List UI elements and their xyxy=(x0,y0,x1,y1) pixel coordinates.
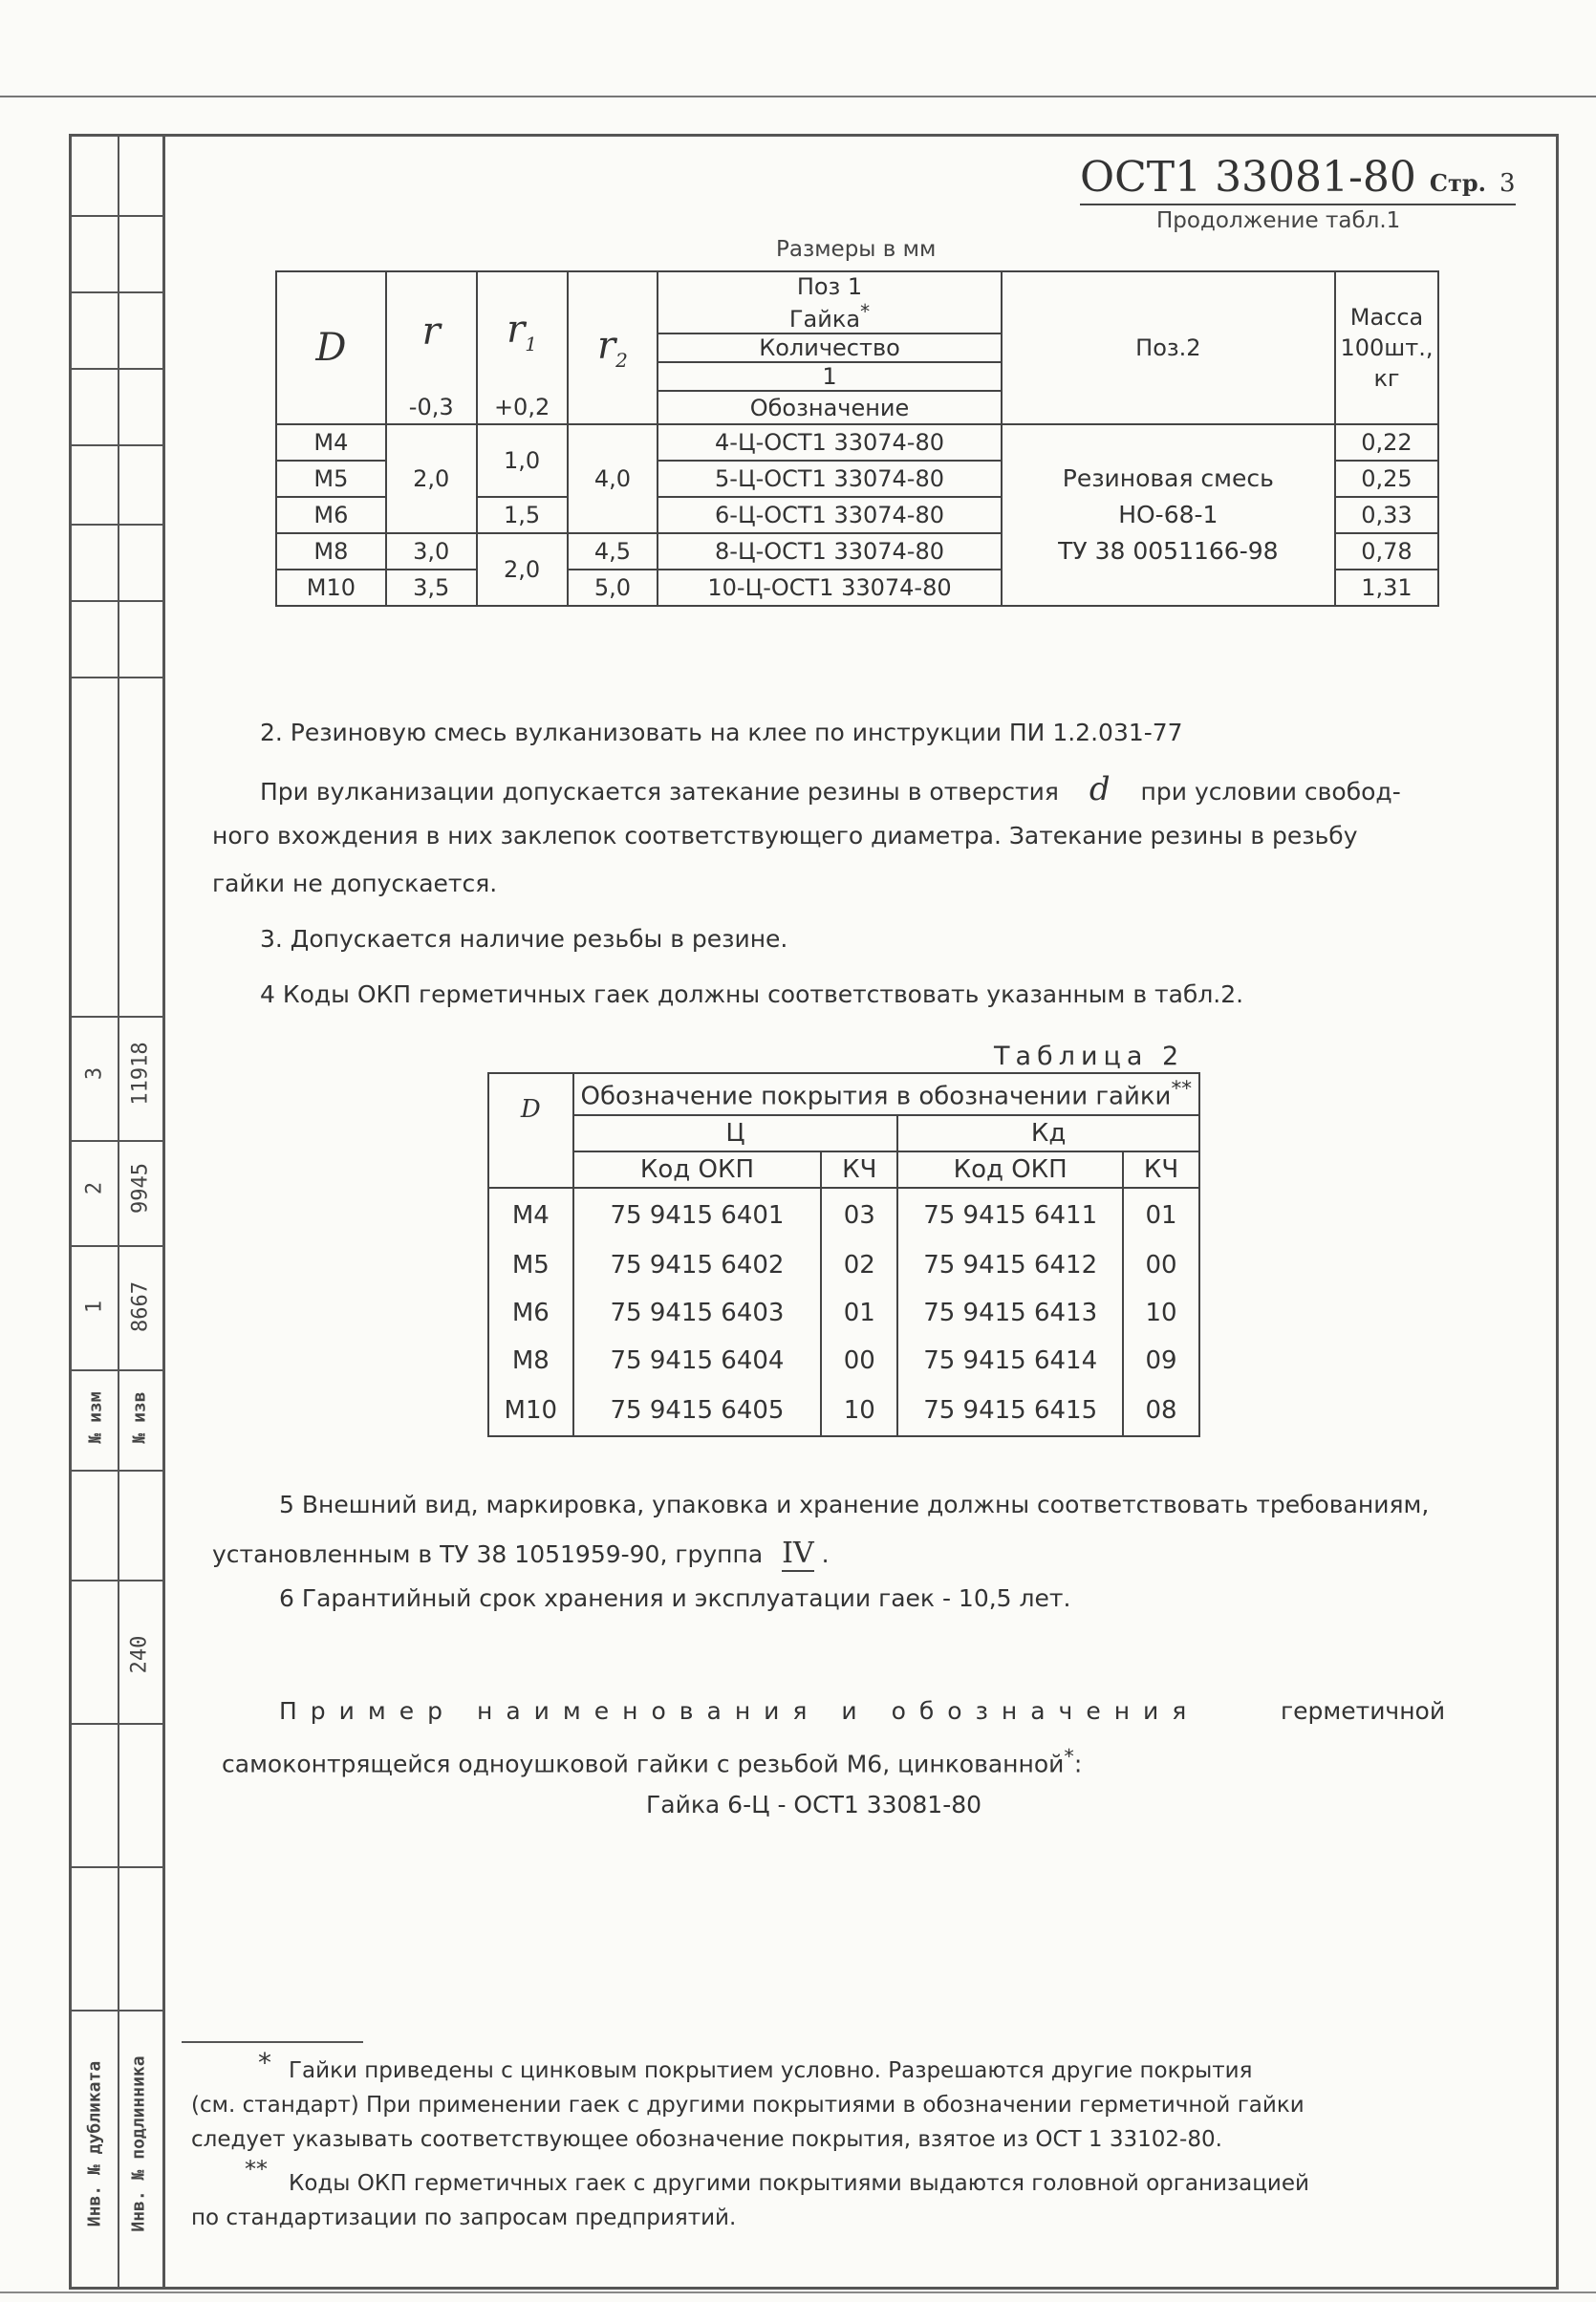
okp-header: Код ОКП xyxy=(897,1151,1123,1188)
mass-cell: 1,31 xyxy=(1335,570,1438,606)
kch-header: КЧ xyxy=(821,1151,897,1188)
page-number: 3 xyxy=(1499,169,1516,198)
r2-cell: 5,0 xyxy=(568,570,658,606)
example-line1-end: герметичной xyxy=(1281,1697,1446,1725)
r1-cell: 1,0 xyxy=(477,424,568,497)
pos2-cell: Резиновая смесь НО-68-1 ТУ 38 0051166-98 xyxy=(1002,424,1335,606)
desig-cell: 10-Ц-ОСТ1 33074-80 xyxy=(658,570,1001,606)
mass-cell: 0,25 xyxy=(1335,461,1438,497)
footnote1-line2: (см. стандарт) При применении гаек с другими покрытиями в обозначении герметичной гайки xyxy=(191,2093,1305,2118)
para2-line2: При вулканизации допускается затекание резины в отверстия d при условии свобод- xyxy=(260,770,1401,808)
table-row: M4 75 9415 6401 03 75 9415 6411 01 xyxy=(488,1188,1199,1241)
table-row: M6 75 9415 6403 01 75 9415 6413 10 xyxy=(488,1289,1199,1337)
c-header: Ц xyxy=(573,1115,898,1151)
col-D: D xyxy=(488,1073,573,1188)
footnote-rule xyxy=(182,2041,363,2043)
example-line2: самоконтрящейся одноушковой гайки с резьбой М6, цинкованной*: xyxy=(222,1745,1083,1778)
para2-line1: 2. Резиновую смесь вулканизовать на клее по инструкции ПИ 1.2.031-77 xyxy=(260,719,1183,746)
footnote1-line1: Гайки приведены с цинковым покрытием условно. Разрешаются другие покрытия xyxy=(289,2058,1253,2083)
bottom-rule xyxy=(0,2291,1596,2293)
pos2-header: Поз.2 xyxy=(1002,271,1335,424)
col-r: r xyxy=(386,271,477,391)
table-row: M8 75 9415 6404 00 75 9415 6414 09 xyxy=(488,1337,1199,1385)
d-cell: M4 xyxy=(276,424,386,461)
izv-value: 8667 xyxy=(128,1281,153,1332)
footnote1-line3: следует указывать соответствующее обозначение покрытия, взятое из ОСТ 1 33102-80. xyxy=(191,2127,1222,2152)
para2-line3: ного вхождения в них заклепок соответствующего диаметра. Затекание резины в резьбу xyxy=(212,822,1358,850)
dims-note: Размеры в мм xyxy=(776,237,937,262)
original-label: Инв. № подлинника xyxy=(128,2055,149,2232)
page-label: Стр. xyxy=(1429,169,1487,197)
example-designation: Гайка 6-Ц - ОСТ1 33081-80 xyxy=(646,1791,982,1818)
column-divider xyxy=(118,137,119,2287)
footnote2-line1: Коды ОКП герметичных гаек с другими покрытиями выдаются головной организацией xyxy=(289,2171,1309,2196)
top-rule xyxy=(0,96,1596,97)
izv-label: № изв xyxy=(129,1391,150,1444)
izm-value: 2 xyxy=(82,1181,107,1195)
okp-header: Код ОКП xyxy=(573,1151,822,1188)
kd-header: Кд xyxy=(897,1115,1199,1151)
izm-value: 1 xyxy=(82,1300,107,1314)
para3: 3. Допускается наличие резьбы в резине. xyxy=(260,925,788,953)
izv-value: 9945 xyxy=(128,1163,153,1214)
d-cell: M6 xyxy=(276,497,386,533)
r-cell: 3,0 xyxy=(386,533,477,570)
r-cell: 3,5 xyxy=(386,570,477,606)
para5-line2: установленным в ТУ 38 1051959-90, группа IV . xyxy=(212,1537,830,1570)
coating-header: Обозначение покрытия в обозначении гайки** xyxy=(573,1073,1199,1115)
pos1-header: Поз 1 Гайка* xyxy=(658,271,1001,333)
table2-caption: Таблица 2 xyxy=(994,1042,1185,1071)
tol-r1: +0,2 xyxy=(477,391,568,424)
tol-r: -0,3 xyxy=(386,391,477,424)
continuation-note: Продолжение табл.1 xyxy=(1156,208,1401,233)
col-r1: $r_1$ xyxy=(477,271,568,391)
qty-header: Количество xyxy=(658,333,1001,362)
d-cell: M5 xyxy=(276,461,386,497)
mass-cell: 0,33 xyxy=(1335,497,1438,533)
para4: 4 Коды ОКП герметичных гаек должны соответствовать указанным в табл.2. xyxy=(260,980,1244,1008)
r1-cell: 2,0 xyxy=(477,533,568,606)
desig-cell: 5-Ц-ОСТ1 33074-80 xyxy=(658,461,1001,497)
example-line1: Пример наименования и обозначения xyxy=(279,1697,1200,1725)
r2-cell: 4,5 xyxy=(568,533,658,570)
kch-header: КЧ xyxy=(1123,1151,1199,1188)
footnote2-mark: ** xyxy=(245,2156,268,2183)
col-r2: $r_2$ xyxy=(568,271,658,424)
sheet-number: 240 xyxy=(127,1635,152,1674)
izm-value: 3 xyxy=(82,1066,107,1081)
mass-cell: 0,22 xyxy=(1335,424,1438,461)
d-cell: M10 xyxy=(276,570,386,606)
dimensions-table xyxy=(275,270,1439,607)
para2-line4: гайки не допускается. xyxy=(212,870,498,897)
revision-column xyxy=(69,134,165,2290)
desig-cell: 6-Ц-ОСТ1 33074-80 xyxy=(658,497,1001,533)
izv-value: 11918 xyxy=(128,1042,153,1106)
duplicate-label: Инв. № дубликата xyxy=(84,2060,105,2227)
desig-cell: 8-Ц-ОСТ1 33074-80 xyxy=(658,533,1001,570)
mass-cell: 0,78 xyxy=(1335,533,1438,570)
footnote1-mark: * xyxy=(258,2047,271,2078)
r1-cell: 1,5 xyxy=(477,497,568,533)
okp-codes-table xyxy=(487,1072,1200,1437)
col-D: D xyxy=(276,271,386,424)
doc-code: ОСТ1 33081-80 Стр. 3 xyxy=(1080,153,1516,205)
desig-header: Обозначение xyxy=(658,391,1001,424)
para6: 6 Гарантийный срок хранения и эксплуатации гаек - 10,5 лет. xyxy=(279,1584,1071,1612)
r-cell: 2,0 xyxy=(386,424,477,533)
r2-cell: 4,0 xyxy=(568,424,658,533)
qty-value: 1 xyxy=(658,362,1001,391)
izm-label: № изм xyxy=(85,1391,106,1444)
d-cell: M8 xyxy=(276,533,386,570)
footnote2-line2: по стандартизации по запросам предприятий. xyxy=(191,2205,737,2230)
table-row: M5 75 9415 6402 02 75 9415 6412 00 xyxy=(488,1241,1199,1289)
para5-line1: 5 Внешний вид, маркировка, упаковка и хранение должны соответствовать требованиям, xyxy=(279,1491,1430,1518)
desig-cell: 4-Ц-ОСТ1 33074-80 xyxy=(658,424,1001,461)
table-row: M10 75 9415 6405 10 75 9415 6415 08 xyxy=(488,1385,1199,1436)
mass-header: Масса 100шт., кг xyxy=(1335,271,1438,424)
